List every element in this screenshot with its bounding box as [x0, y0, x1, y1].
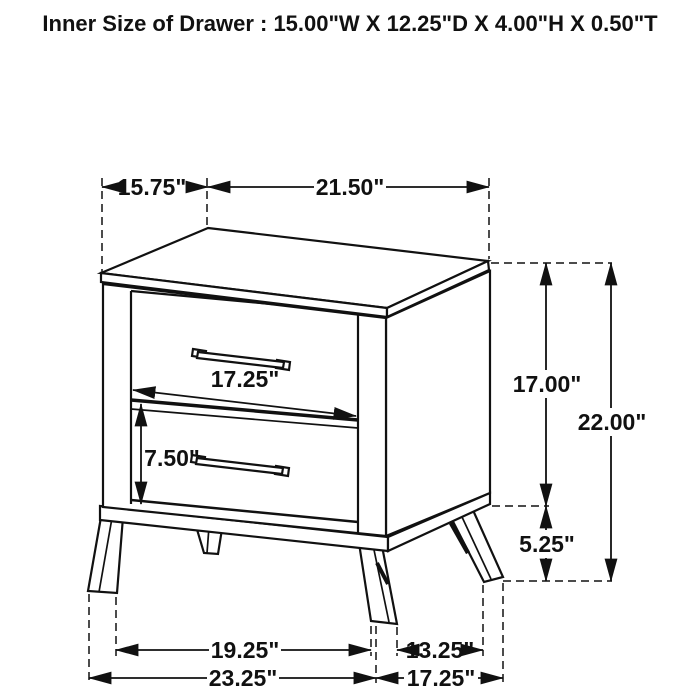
label-case-height: 17.00"	[512, 371, 582, 397]
label-bottom-drawer-height: 7.50"	[144, 445, 200, 471]
label-drawer-front-width: 17.25"	[210, 366, 280, 392]
label-side-legs-inner-span: 13.25"	[405, 637, 475, 663]
label-top-overhang-depth: 15.75"	[117, 174, 187, 200]
label-leg-height: 5.25"	[519, 531, 575, 557]
label-side-legs-outer-span: 17.25"	[406, 665, 476, 691]
page-title: Inner Size of Drawer : 15.00"W X 12.25"D X 4.00"H X 0.50"T	[42, 11, 658, 36]
label-top-width: 21.50"	[315, 174, 385, 200]
front-face	[103, 284, 386, 536]
label-front-legs-inner-span: 19.25"	[210, 637, 280, 663]
nightstand-drawing	[88, 228, 503, 624]
label-overall-height: 22.00"	[577, 409, 647, 435]
front-right-leg	[359, 543, 397, 624]
front-right-leg-body	[359, 543, 397, 624]
label-front-legs-outer-span: 23.25"	[208, 665, 278, 691]
front-left-leg	[88, 517, 123, 593]
